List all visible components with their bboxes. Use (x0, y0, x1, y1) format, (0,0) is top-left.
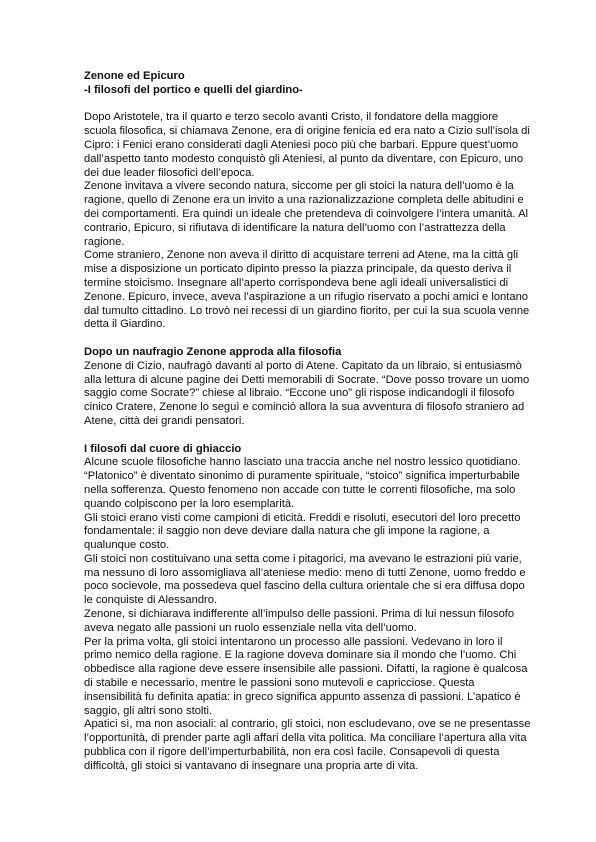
intro-paragraphs (84, 111, 530, 332)
text-line: cinico Cratere, Zenone lo seguì e cominciò allora la sua avventura di filosofo straniero ad (84, 401, 525, 414)
text-line: Zenone di Cizio, naufragò davanti al porto di Atene. Capitato da un libraio, si entusiasmò (84, 359, 522, 372)
text-line: Per la prima volta, gli stoici intentarono un processo alle passioni. Vedevano in loro il (84, 635, 503, 648)
text-line: Gli stoici non costituivano una setta come i pitagorici, ma avevano le estrazioni più varie, (84, 552, 522, 565)
title-line-1: Zenone ed Epicuro (84, 70, 185, 82)
text-line: primo nemico della ragione. E la ragione doveva dominare sia il mondo che l’uomo. Chi (84, 649, 517, 662)
text-line: Cipro: i Fenici erano considerati dagli Ateniesi poco più che barbari. Eppure quest’uomo (84, 138, 519, 151)
text-line: pubblica con il rigore dell’imperturbabilità, non era così facile. Consapevoli di questa (84, 746, 500, 759)
text-line: l’opportunità, di prender parte agli affari della vita politica. Ma conciliare l’apertura alla vita (84, 732, 527, 745)
text-line: ragione, quello di Zenone era un invito a una razionalizzazione completa delle abitudini e (84, 194, 524, 207)
text-line: difficoltà, gli stoici si vantavano di insegnare una propria arte di vita. (84, 759, 419, 772)
document-page (84, 70, 531, 774)
text-line: “Platonico” è diventato sinonimo di puramente spirituale, “stoico” significa imperturbabile (84, 470, 520, 483)
section-shipwreck (84, 345, 530, 429)
text-line: Zenone invitava a vivere secondo natura, siccome per gli stoici la natura dell’uomo è la (84, 180, 514, 193)
section-cold-hearted (84, 442, 531, 774)
text-line: poco socievole, ma possedeva quel fascino della cultura orientale che si era diffusa dopo (84, 580, 525, 593)
text-line: quando colpiscono per la loro esemplarità. (84, 497, 295, 510)
text-line: Come straniero, Zenone non aveva il diritto di acquistare terreni ad Atene, ma la città gli (84, 249, 519, 262)
text-line: insensibilità fu definita apatia: in greco significa appunto assenza di passioni. L’apatico è (84, 690, 521, 703)
text-line: dei comportamenti. Era quindi un ideale che pretendeva di coinvolgere l’intera umanità. Al (84, 207, 529, 220)
text-line: ma nessuno di loro assomigliava all’ateniese medio: meno di tutti Zenone, uomo freddo e (84, 566, 526, 579)
text-line: Atene, città dei grandi pensatori. (84, 414, 245, 427)
document-title (84, 70, 514, 98)
text-line: dei due leader filosofici dell’epoca. (84, 166, 255, 179)
text-line: fondamentale: il saggio non deve deviare dalla natura che gli impone la ragione, a (84, 525, 490, 538)
text-line: Zenone. Epicuro, invece, aveva l’aspirazione a un rifugio riservato a pochi amici e lontano (84, 290, 529, 303)
section-heading: Dopo un naufragio Zenone approda alla filosofia (84, 345, 342, 358)
text-line: saggio come Socrate?” chiese al libraio. “Eccone uno” gli rispose indicandogli il filosofo (84, 387, 515, 400)
text-line: scuola filosofica, si chiamava Zenone, era di origine fenicia ed era nato a Cizio sull’isola di (84, 125, 530, 138)
text-line: qualunque costo. (84, 539, 170, 552)
text-line: ragione. (84, 235, 125, 248)
text-line: Zenone, si dichiarava indifferente all’impulso delle passioni. Prima di lui nessun filosofo (84, 608, 515, 621)
text-line: di stabile e necessario, mentre le passioni sono mutevoli e capricciose. Questa (84, 677, 475, 690)
text-line: Alcune scuole filosofiche hanno lasciato una traccia anche nel nostro lessico quotidiano. (84, 456, 521, 469)
text-line: detta il Giardino. (84, 318, 166, 331)
title-line-2: -I filosofi del portico e quelli del giardino- (84, 83, 303, 96)
text-line: mise a disposizione un porticato dipinto presso la piazza principale, da questo deriva il (84, 263, 512, 276)
text-line: alla lettura di alcune pagine dei Detti memorabili di Socrate. “Dove posso trovare un uomo (84, 373, 530, 386)
text-line: nella sofferenza. Questo fenomeno non accade con tutte le correnti filosofiche, ma solo (84, 483, 516, 496)
text-line: termine stoicismo. Insegnare all’aperto corrispondeva bene agli ideali universalistici di (84, 276, 509, 289)
section-heading: I filosofi dal cuore di ghiaccio (84, 442, 242, 455)
text-line: dal tumulto cittadino. Lo trovò nei recessi di un giardino fiorito, per cui la sua scuola venne (84, 304, 530, 317)
text-line: Dopo Aristotele, tra il quarto e terzo secolo avanti Cristo, il fondatore della maggiore (84, 111, 499, 124)
text-line: Gli stoici erano visti come campioni di eticità. Freddi e risoluti, esecutori del loro precetto (84, 511, 521, 524)
text-line: obbediscе alla ragione deve essere insensibile alle passioni. Difatti, la ragione è qualcosa (84, 663, 528, 676)
text-line: saggio, gli altri sono stolti. (84, 704, 213, 717)
text-line: dall’aspetto tanto modesto conquistò gli Ateniesi, al punto da diventare, con Epicuro, uno (84, 152, 524, 165)
text-line: le conquiste di Alessandro. (84, 594, 218, 607)
text-line: aveva negato alle passioni un ruolo essenziale nella vita dell’uomo. (84, 621, 417, 634)
text-line: contrario, Epicuro, si rifiutava di identificare la natura dell’uomo con l’astrattezza della (84, 221, 506, 234)
text-line: Apatici sì, ma non asociali: al contrario, gli stoici, non escludevano, ove se ne presentasse (84, 718, 531, 731)
